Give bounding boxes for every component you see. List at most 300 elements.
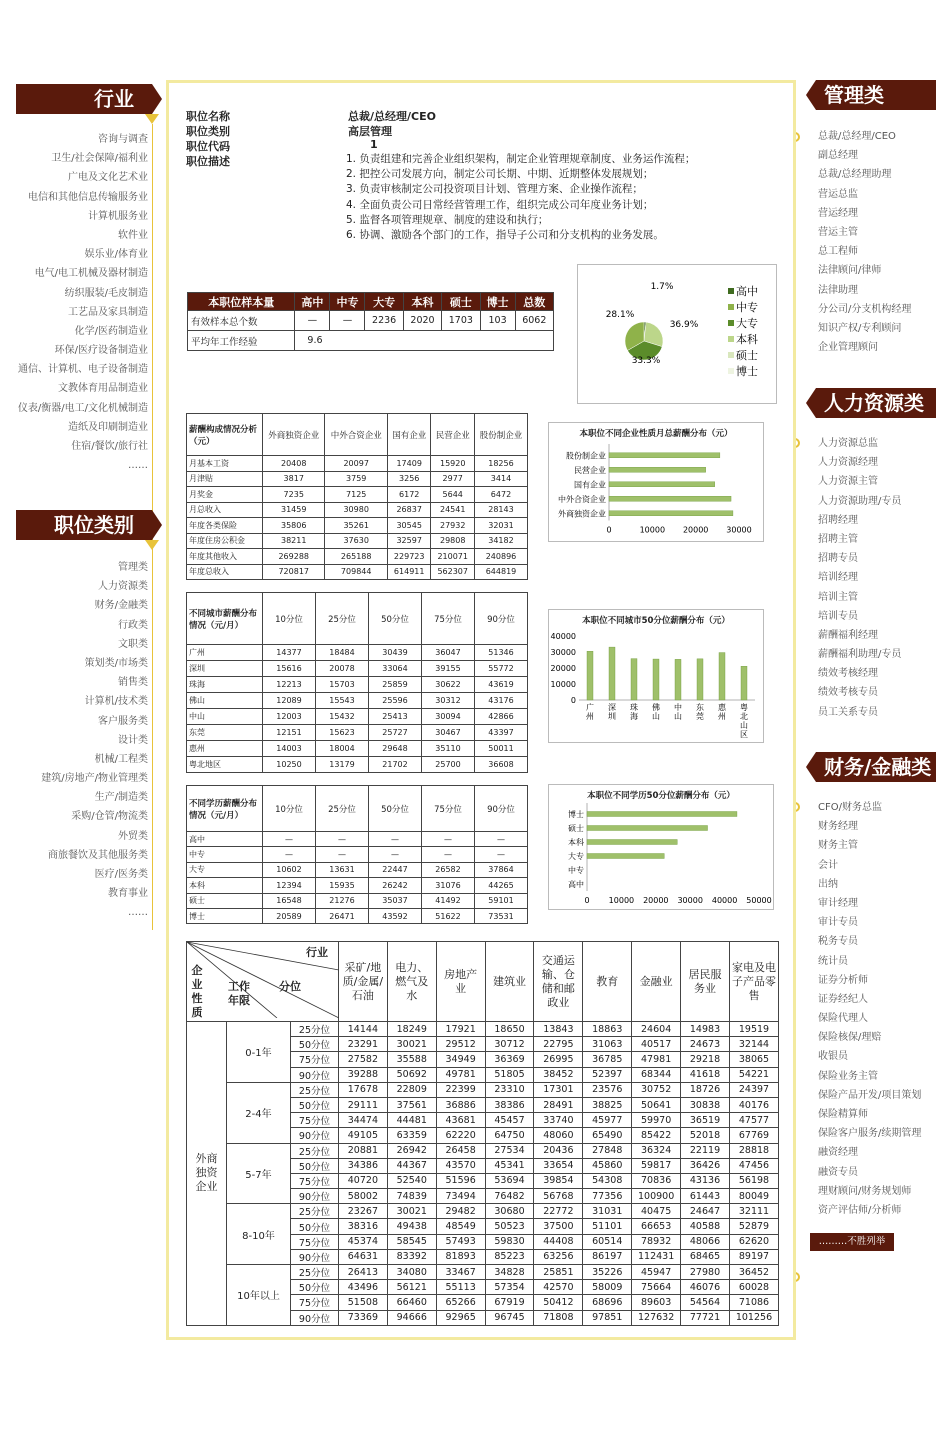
list-item[interactable]: 薪酬福利经理: [818, 629, 878, 641]
table-cell: 17921: [436, 1022, 485, 1037]
table-cell: 29648: [369, 741, 422, 757]
table-cell: 惠州: [187, 741, 263, 757]
industry-header: 建筑业: [485, 942, 534, 1022]
list-item[interactable]: 副总经理: [818, 150, 858, 162]
list-item[interactable]: 总工程师: [818, 246, 858, 258]
list-item[interactable]: 生产/制造类: [94, 792, 148, 804]
table-cell: 32031: [474, 518, 527, 534]
table-cell: 23576: [583, 1082, 632, 1097]
table-cell: 15616: [263, 661, 316, 677]
management-list: [818, 127, 948, 357]
industry-header: 采矿/地质/金属/石油: [338, 942, 387, 1022]
table-cell: 14377: [263, 645, 316, 661]
table-cell: 30021: [387, 1204, 436, 1219]
list-item[interactable]: 财务主管: [818, 840, 858, 852]
list-item[interactable]: 资产评估师/分析师: [818, 1204, 902, 1216]
table-row: [187, 862, 528, 877]
table-row: [187, 908, 528, 923]
table-cell: 49105: [338, 1128, 387, 1143]
list-item[interactable]: 化学/医药制造业: [74, 325, 148, 337]
table-cell: 35261: [325, 518, 387, 534]
table-row: [187, 471, 528, 487]
table-cell: 85422: [632, 1128, 681, 1143]
table-cell: 10602: [263, 862, 316, 877]
table-cell: 9.6: [295, 331, 554, 351]
table-cell: 58009: [583, 1280, 632, 1295]
table-cell: 硕士: [187, 893, 263, 908]
table-cell: 73531: [475, 908, 528, 923]
tick-label: 30000: [550, 648, 576, 657]
list-item[interactable]: 人力资源经理: [818, 457, 878, 469]
table-cell: 50分位: [290, 1037, 338, 1052]
table-header: 股份制企业: [474, 414, 527, 456]
table-cell: 32111: [729, 1204, 778, 1219]
table-cell: 25分位: [290, 1022, 338, 1037]
table-cell: —: [369, 832, 422, 847]
list-item[interactable]: 商旅餐饮及其他服务类: [48, 849, 148, 861]
table-cell: 40720: [338, 1173, 387, 1188]
list-item[interactable]: 软件业: [118, 229, 148, 241]
category-label: 股份制企业: [566, 451, 606, 461]
pie-label: 1.7%: [650, 282, 674, 292]
list-item[interactable]: 招聘主管: [818, 533, 858, 545]
list-item[interactable]: 文职类: [118, 638, 148, 650]
table-cell: 30752: [632, 1082, 681, 1097]
industry-header: 家电及电子产品零售: [729, 942, 778, 1022]
table-cell: 52879: [729, 1219, 778, 1234]
list-item[interactable]: 营运经理: [818, 207, 858, 219]
industry-header: 教育: [583, 942, 632, 1022]
list-item[interactable]: 招聘专员: [818, 553, 858, 565]
table-cell: 101256: [729, 1310, 778, 1325]
list-item[interactable]: 税务专员: [818, 936, 858, 948]
table-cell: 中专: [187, 847, 263, 862]
list-item[interactable]: 绩效考核专员: [818, 687, 878, 699]
table-cell: 37500: [534, 1219, 583, 1234]
table-cell: 36369: [485, 1052, 534, 1067]
industry-header: 居民服务业: [681, 942, 730, 1022]
table-cell: 28818: [729, 1143, 778, 1158]
list-item[interactable]: 策划类/市场类: [84, 657, 148, 669]
table-cell: 90分位: [290, 1128, 338, 1143]
category-label: 深圳: [608, 703, 616, 721]
table-cell: 75分位: [290, 1295, 338, 1310]
table-header: 50分位: [369, 593, 422, 645]
table-cell: 31076: [422, 878, 475, 893]
list-item[interactable]: 设计类: [118, 734, 148, 746]
table-cell: 40176: [729, 1097, 778, 1112]
job-code: 1: [370, 138, 378, 151]
legend-swatch: [728, 336, 734, 342]
legend-swatch: [728, 288, 734, 294]
chart-title: 本职位不同城市50分位薪酬分布（元）: [582, 616, 730, 626]
list-item[interactable]: 财务/金融类: [94, 600, 148, 612]
table-cell: 30467: [422, 725, 475, 741]
table-cell: 35806: [263, 518, 325, 534]
table-cell: 59817: [632, 1158, 681, 1173]
list-item[interactable]: 通信、计算机、电子设备制造: [18, 364, 148, 376]
table-cell: 614911: [387, 564, 431, 580]
list-item[interactable]: 娱乐业/体育业: [84, 249, 148, 261]
legend-swatch: [728, 352, 734, 358]
list-item[interactable]: 计算机服务业: [88, 210, 148, 222]
list-item[interactable]: 融资经理: [818, 1147, 858, 1159]
table-row: [187, 878, 528, 893]
section-header-hr: 人力资源类: [816, 388, 936, 418]
table-cell: 43397: [475, 725, 528, 741]
tick-label: 30000: [726, 525, 752, 535]
list-item[interactable]: 统计员: [818, 955, 848, 967]
table-cell: 41492: [422, 893, 475, 908]
table-cell: 20881: [338, 1143, 387, 1158]
table-cell: 70836: [632, 1173, 681, 1188]
table-cell: 本科: [187, 878, 263, 893]
tick-label: 0: [570, 696, 576, 705]
table-cell: 40517: [632, 1037, 681, 1052]
table-cell: 43176: [475, 693, 528, 709]
table-row: [187, 677, 528, 693]
list-item[interactable]: 招聘经理: [818, 514, 858, 526]
table-cell: 25859: [369, 677, 422, 693]
list-item[interactable]: 保险核保/理赔: [818, 1032, 882, 1044]
desc-line: 2. 把控公司发展方向，制定公司长期、中期、近期整体发展规划；: [346, 168, 654, 181]
table-cell: 48066: [681, 1234, 730, 1249]
table-cell: 48549: [436, 1219, 485, 1234]
table-cell: 45341: [485, 1158, 534, 1173]
list-item[interactable]: 法律顾问/律师: [818, 265, 882, 277]
table-cell: 35110: [422, 741, 475, 757]
table-header: 中外合资企业: [325, 414, 387, 456]
desc-line: 4. 全面负责公司日常经营管理工作，组织完成公司年度业务计划；: [346, 198, 654, 211]
table-cell: 73494: [436, 1189, 485, 1204]
table-row: [187, 757, 528, 773]
list-item[interactable]: 电信和其他信息传输服务业: [28, 191, 148, 203]
table-cell: 39854: [534, 1173, 583, 1188]
industry-header: 交通运输、仓储和邮政业: [534, 942, 583, 1022]
table-cell: 年度住房公积金: [187, 533, 263, 549]
chart-svg: [549, 785, 775, 911]
table-cell: 90分位: [290, 1249, 338, 1264]
table-header: 外商独资企业: [263, 414, 325, 456]
list-item[interactable]: 薪酬福利助理/专员: [818, 649, 902, 661]
table-header: 不同学历薪酬分布情况（元/月）: [187, 786, 263, 832]
table-cell: —: [422, 847, 475, 862]
bar: [719, 653, 725, 700]
list-item[interactable]: 机械/工程类: [94, 753, 148, 765]
table-cell: 75664: [632, 1280, 681, 1295]
category-label: 硕士: [568, 824, 584, 833]
table-cell: 36519: [681, 1113, 730, 1128]
table-cell: 25413: [369, 709, 422, 725]
list-item[interactable]: 培训经理: [818, 572, 858, 584]
table-cell: 36886: [436, 1097, 485, 1112]
table-cell: 25分位: [290, 1265, 338, 1280]
table-cell: 7125: [325, 487, 387, 503]
list-item[interactable]: 人力资源类: [98, 581, 148, 593]
finance-list: [818, 798, 948, 1220]
table-cell: 18484: [316, 645, 369, 661]
table-cell: 38386: [485, 1097, 534, 1112]
list-item[interactable]: ……: [128, 907, 148, 919]
table-cell: 60028: [729, 1280, 778, 1295]
table-cell: 24604: [632, 1022, 681, 1037]
list-item[interactable]: 绩效考核经理: [818, 668, 878, 680]
list-item[interactable]: 员工关系专员: [818, 706, 878, 718]
bar: [609, 647, 615, 700]
table-cell: 26458: [436, 1143, 485, 1158]
table-cell: 6062: [515, 311, 553, 331]
industry-header: 电力、燃气及水: [387, 942, 436, 1022]
list-item[interactable]: 分公司/分支机构经理: [818, 303, 912, 315]
table-cell: 月总收入: [187, 502, 263, 518]
header-label: 企业性质: [191, 964, 203, 1019]
pie-label: 33.3%: [631, 356, 661, 366]
table-cell: 年度总收入: [187, 564, 263, 580]
table-cell: 56768: [534, 1189, 583, 1204]
list-item[interactable]: 证券分析师: [818, 974, 868, 986]
table-header: 中专: [330, 293, 365, 311]
list-item[interactable]: 人力资源总监: [818, 438, 878, 449]
list-item[interactable]: 保险代理人: [818, 1013, 868, 1025]
list-item[interactable]: 收银员: [818, 1051, 848, 1063]
list-item[interactable]: 企业管理顾问: [818, 342, 878, 354]
table-cell: 39288: [338, 1067, 387, 1082]
table-cell: 30712: [485, 1037, 534, 1052]
list-item[interactable]: 培训主管: [818, 591, 858, 603]
table-cell: 13179: [316, 757, 369, 773]
job-name: 总裁/总经理/CEO: [348, 110, 436, 123]
list-item[interactable]: 审计专员: [818, 917, 858, 929]
table-cell: 75分位: [290, 1173, 338, 1188]
table-cell: 85223: [485, 1249, 534, 1264]
table-cell: 53694: [485, 1173, 534, 1188]
job-name-label: 职位名称: [186, 110, 230, 123]
table-cell: 265188: [325, 549, 387, 565]
table-cell: 3256: [387, 471, 431, 487]
table-cell: 13843: [534, 1022, 583, 1037]
table-cell: 68696: [583, 1295, 632, 1310]
chart-svg: [549, 610, 765, 744]
list-item[interactable]: 保险业务主管: [818, 1070, 878, 1082]
table-cell: 30312: [422, 693, 475, 709]
list-item[interactable]: 法律助理: [818, 284, 858, 296]
education-salary-chart: [548, 784, 774, 910]
table-cell: —: [263, 832, 316, 847]
list-item[interactable]: 会计: [818, 859, 838, 871]
table-cell: 3817: [263, 471, 325, 487]
list-item[interactable]: 管理类: [118, 562, 148, 573]
table-cell: 68344: [632, 1067, 681, 1082]
bar: [609, 482, 715, 487]
table-cell: 中山: [187, 709, 263, 725]
table-cell: 39155: [422, 661, 475, 677]
list-item[interactable]: 保险精算师: [818, 1109, 868, 1120]
tick-label: 30000: [677, 896, 703, 905]
table-cell: 18650: [485, 1022, 534, 1037]
table-cell: 2020: [403, 311, 441, 331]
list-item[interactable]: 财务经理: [818, 821, 858, 833]
table-cell: 32144: [729, 1037, 778, 1052]
salary-structure-table: [186, 413, 528, 580]
job-category-list: [0, 558, 148, 923]
table-cell: 56198: [729, 1173, 778, 1188]
job-code-label: 职位代码: [186, 140, 230, 153]
table-header: 75分位: [422, 786, 475, 832]
table-cell: 83392: [387, 1249, 436, 1264]
table-cell: 19519: [729, 1022, 778, 1037]
table-cell: 佛山: [187, 693, 263, 709]
list-item[interactable]: 知识产权/专利顾问: [818, 322, 902, 334]
list-item[interactable]: 造纸及印刷制造业: [68, 421, 148, 433]
table-cell: 644819: [474, 564, 527, 580]
list-item[interactable]: 仪表/衡器/电工/文化机械制造: [17, 402, 148, 414]
list-item[interactable]: 纺织服装/毛皮制造: [64, 287, 148, 299]
list-item[interactable]: 营运主管: [818, 226, 858, 238]
table-cell: 60514: [583, 1234, 632, 1249]
tick-label: 10000: [550, 680, 576, 689]
legend-label: 高中: [736, 285, 758, 298]
table-cell: —: [295, 311, 330, 331]
list-item[interactable]: 咨询与调查: [98, 134, 148, 145]
table-cell: 54308: [583, 1173, 632, 1188]
table-cell: 25596: [369, 693, 422, 709]
table-cell: 38452: [534, 1067, 583, 1082]
table-cell: 47456: [729, 1158, 778, 1173]
list-item[interactable]: 工艺品及家具制造: [68, 306, 148, 318]
city-salary-table: [186, 592, 528, 773]
table-cell: 92965: [436, 1310, 485, 1325]
list-item[interactable]: 销售类: [118, 677, 148, 689]
list-item[interactable]: 营运总监: [818, 188, 858, 200]
section-header-finance: 财务/金融类: [816, 752, 936, 782]
list-item[interactable]: 医疗/医务类: [94, 869, 148, 880]
table-cell: 12213: [263, 677, 316, 693]
list-item[interactable]: 采购/仓管/物流类: [71, 811, 148, 823]
list-item[interactable]: 培训专员: [818, 610, 858, 622]
table-cell: 66653: [632, 1219, 681, 1234]
table-cell: 29482: [436, 1204, 485, 1219]
table-header: 25分位: [316, 593, 369, 645]
table-cell: 31063: [583, 1037, 632, 1052]
table-cell: 77721: [681, 1310, 730, 1325]
table-cell: 18249: [387, 1022, 436, 1037]
list-item[interactable]: 融资专员: [818, 1166, 858, 1178]
table-cell: 38211: [263, 533, 325, 549]
table-cell: 22772: [534, 1204, 583, 1219]
list-item[interactable]: 文教体育用品制造业: [58, 383, 148, 395]
list-item[interactable]: 保险客户服务/续期管理: [818, 1128, 922, 1140]
list-item[interactable]: 总裁/总经理/CEO: [818, 131, 896, 142]
list-item[interactable]: 电气/电工机械及器材制造: [34, 268, 148, 280]
category-label: 中外合资企业: [558, 494, 606, 504]
table-cell: 30545: [387, 518, 431, 534]
table-cell: 50011: [475, 741, 528, 757]
table-row: [187, 564, 528, 580]
table-header: 75分位: [422, 593, 475, 645]
list-item[interactable]: ……: [128, 460, 148, 472]
table-row: [187, 645, 528, 661]
header-label: 工作年限: [228, 980, 250, 1007]
list-item[interactable]: 外贸类: [118, 830, 148, 842]
table-cell: 86197: [583, 1249, 632, 1264]
list-item[interactable]: 出纳: [818, 878, 838, 890]
list-item[interactable]: 审计经理: [818, 897, 858, 909]
list-item[interactable]: 总裁/总经理助理: [818, 169, 892, 181]
table-cell: 45374: [338, 1234, 387, 1249]
bar: [587, 651, 593, 700]
table-cell: 34474: [338, 1113, 387, 1128]
table-cell: 36608: [475, 757, 528, 773]
table-cell: 50641: [632, 1097, 681, 1112]
bar: [697, 659, 703, 700]
list-item[interactable]: 卫生/社会保障/福利业: [51, 153, 148, 165]
list-item[interactable]: 计算机/技术类: [84, 696, 148, 708]
table-cell: 50412: [534, 1295, 583, 1310]
table-header: 10分位: [263, 786, 316, 832]
table-cell: 12394: [263, 878, 316, 893]
table-cell: 71808: [534, 1310, 583, 1325]
list-item[interactable]: 客户服务类: [98, 715, 148, 727]
diagonal-header: [187, 942, 339, 1022]
table-cell: 78932: [632, 1234, 681, 1249]
list-item[interactable]: 教育事业: [108, 888, 148, 900]
list-item[interactable]: 广电及文化艺术业: [68, 172, 148, 184]
list-item[interactable]: 住宿/餐饮/旅行社: [71, 441, 148, 452]
table-cell: 44367: [387, 1158, 436, 1173]
table-cell: 18863: [583, 1022, 632, 1037]
years-cell: 0-1年: [226, 1022, 290, 1083]
list-item[interactable]: 理财顾问/财务规划师: [818, 1185, 912, 1197]
table-cell: 51622: [422, 908, 475, 923]
table-cell: —: [475, 847, 528, 862]
table-cell: 15920: [431, 456, 475, 472]
table-cell: 54221: [729, 1067, 778, 1082]
industry-salary-table: [186, 941, 779, 1326]
table-cell: 97851: [583, 1310, 632, 1325]
years-cell: 2-4年: [226, 1082, 290, 1143]
section-header-job-category: 职位类别: [16, 510, 152, 540]
list-item[interactable]: 证券经纪人: [818, 993, 868, 1005]
job-category: 高层管理: [348, 125, 392, 138]
table-cell: 33467: [436, 1265, 485, 1280]
table-cell: 100900: [632, 1189, 681, 1204]
tick-label: 20000: [643, 896, 669, 905]
table-cell: —: [263, 847, 316, 862]
table-header: 薪酬构成情况分析（元）: [187, 414, 263, 456]
legend-label: 本科: [736, 333, 758, 346]
table-cell: 77356: [583, 1189, 632, 1204]
table-cell: 63359: [387, 1128, 436, 1143]
job-description: [346, 152, 695, 243]
list-item[interactable]: 行政类: [118, 619, 148, 631]
table-cell: 127632: [632, 1310, 681, 1325]
table-header: 本职位样本量: [188, 293, 295, 311]
list-item[interactable]: 建筑/房地产/物业管理类: [41, 773, 148, 785]
list-item[interactable]: CFO/财务总监: [818, 802, 882, 813]
tick-label: 0: [584, 896, 590, 905]
table-cell: 15543: [316, 693, 369, 709]
table-cell: 210071: [431, 549, 475, 565]
list-item[interactable]: 人力资源主管: [818, 476, 878, 488]
list-item[interactable]: 保险产品开发/项目策划: [818, 1089, 922, 1101]
table-cell: 40475: [632, 1204, 681, 1219]
table-cell: 26995: [534, 1052, 583, 1067]
table-cell: 75分位: [290, 1234, 338, 1249]
table-cell: 50分位: [290, 1280, 338, 1295]
list-item[interactable]: 环保/医疗设备制造业: [54, 345, 148, 357]
table-cell: 269288: [263, 549, 325, 565]
list-item[interactable]: 人力资源助理/专员: [818, 495, 902, 507]
